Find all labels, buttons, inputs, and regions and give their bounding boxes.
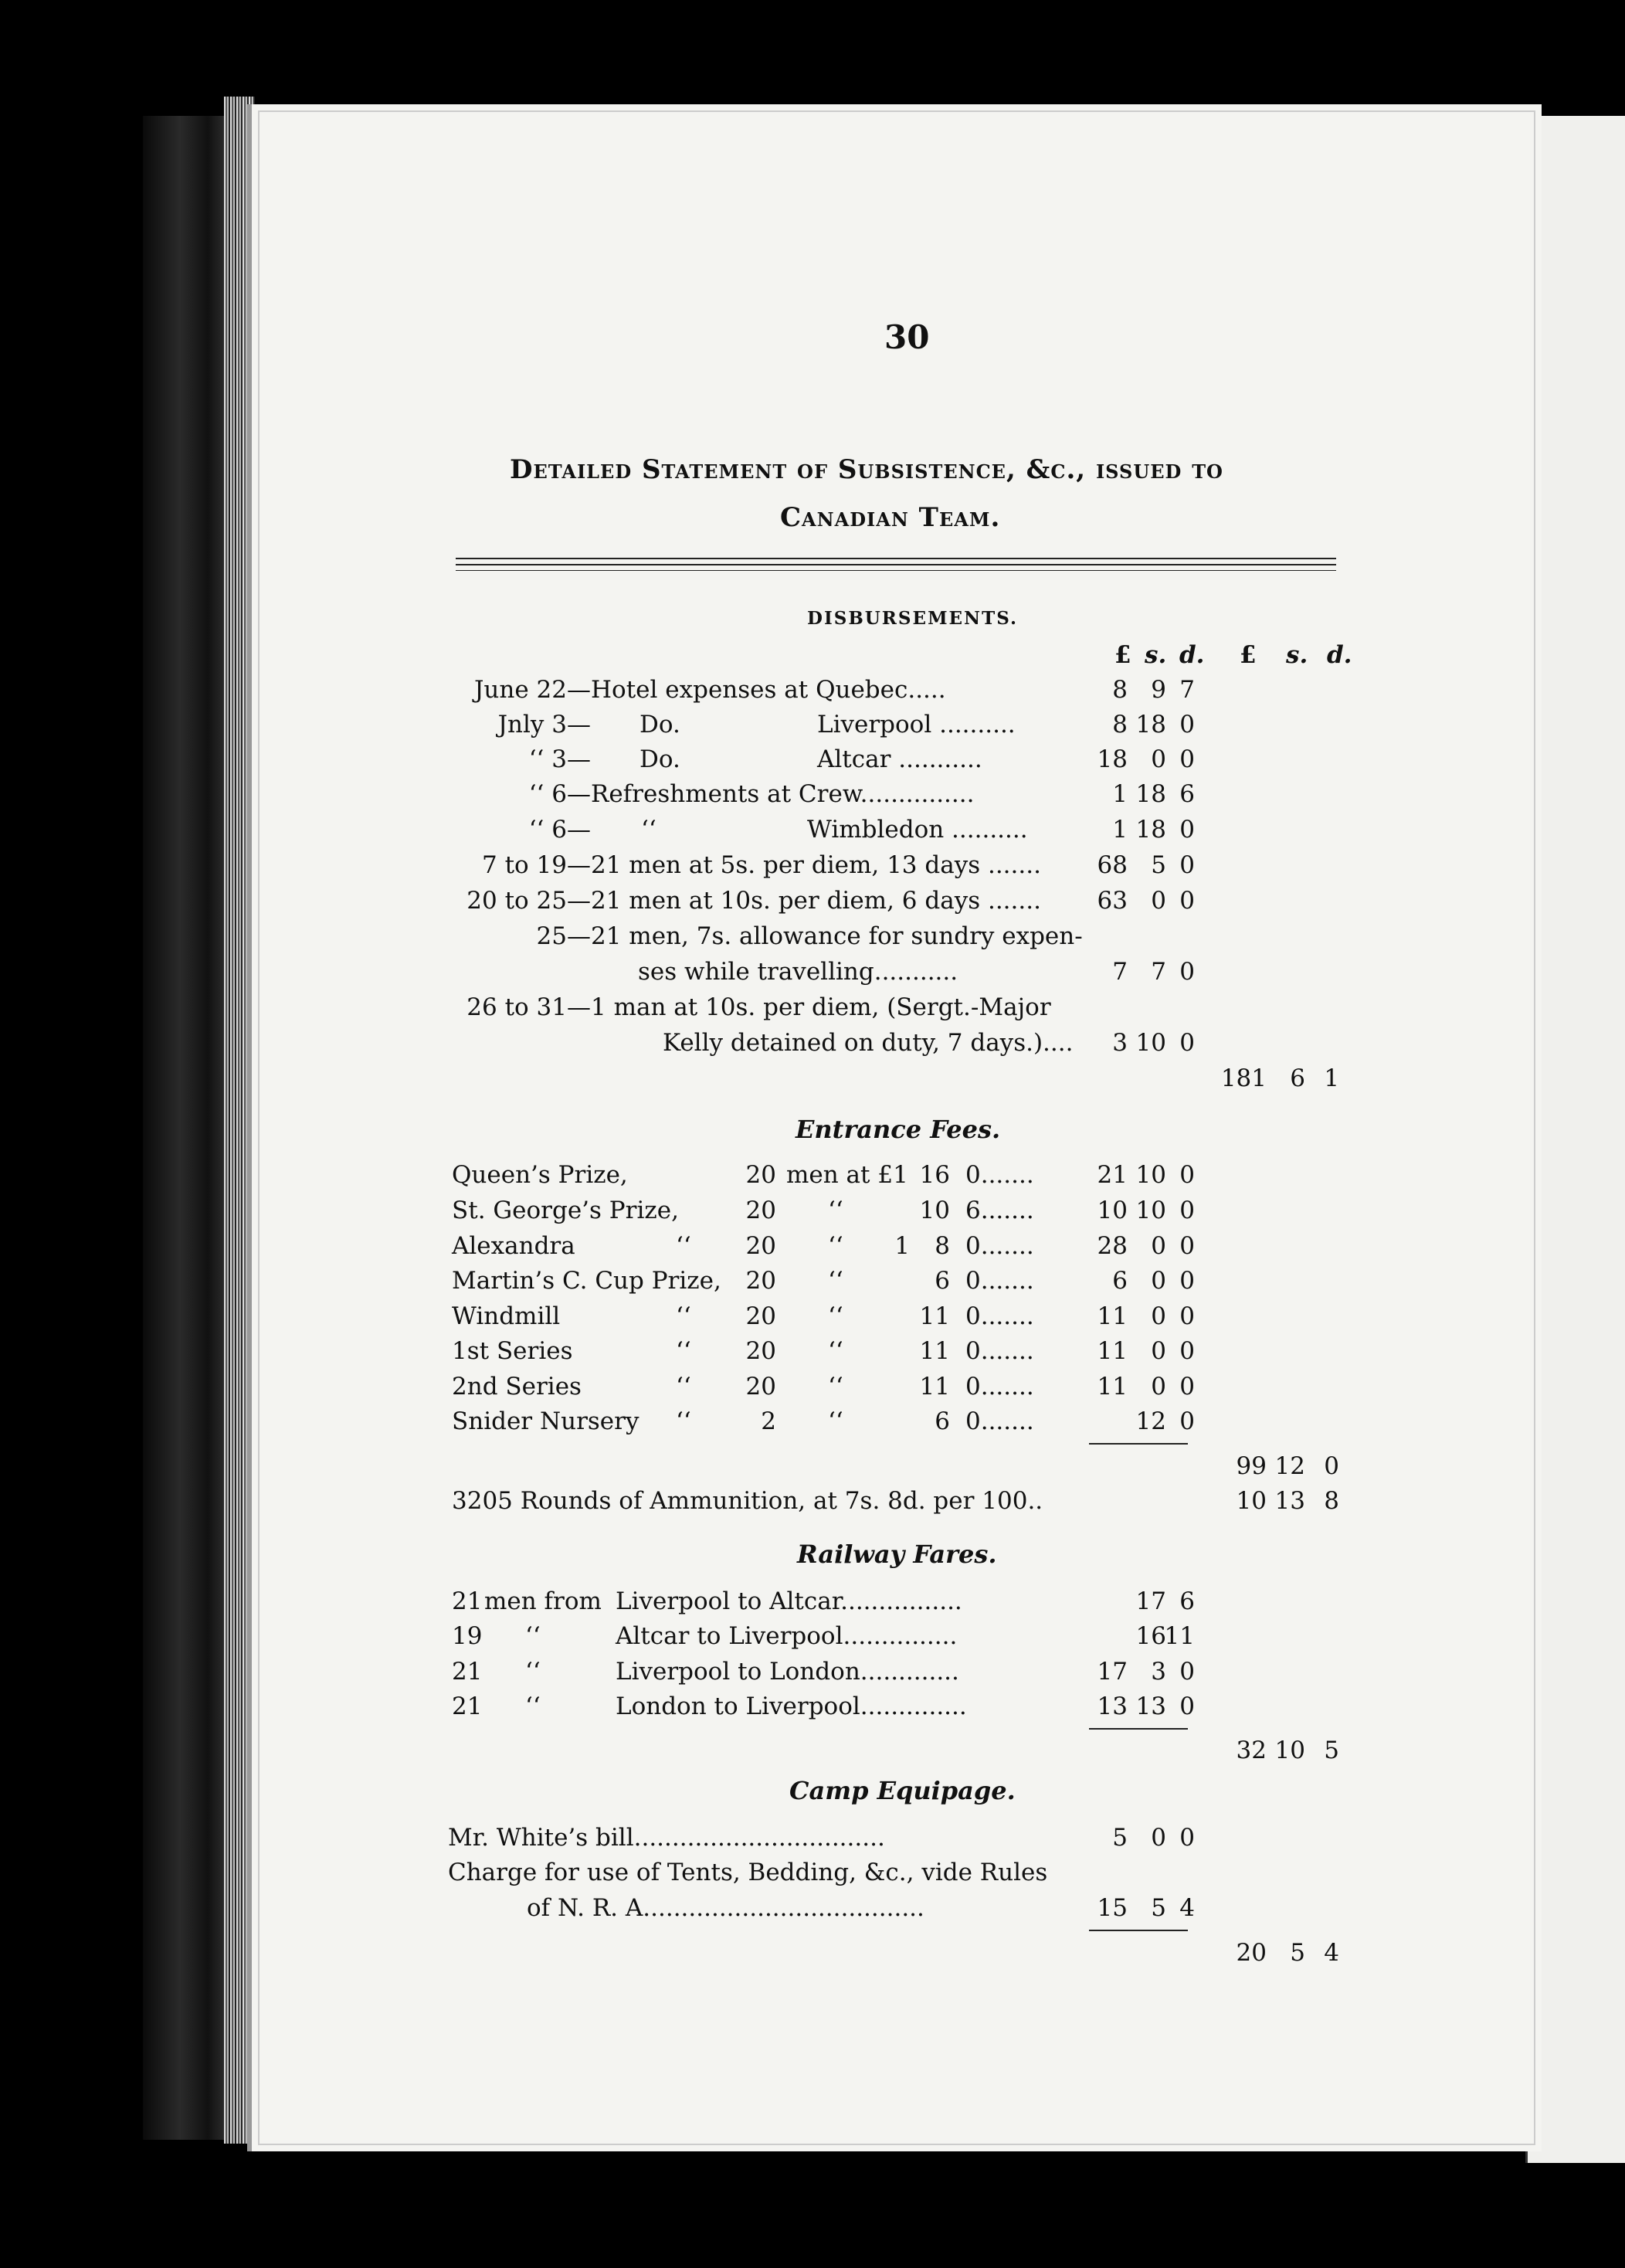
disbursement-desc: Kelly detained on duty, 7 days.).... [663, 1029, 1074, 1057]
disbursement-date: ‘‘ 3— [528, 745, 591, 773]
fee-entrants: 20 [745, 1232, 776, 1260]
fee-entrants: 20 [745, 1373, 776, 1401]
disbursement-desc: Hotel expenses at Quebec..... [591, 676, 946, 704]
railway-shillings: 3 [1151, 1658, 1166, 1686]
camp-heading: Camp Equipage. [789, 1776, 1016, 1805]
fee-rate-shillings: 11 [919, 1337, 950, 1365]
camp-pounds: 5 [1112, 1824, 1128, 1852]
fee-pence: 0 [1179, 1373, 1195, 1401]
fee-name: Windmill [452, 1302, 561, 1330]
fee-rate-shillings: 10 [919, 1197, 950, 1224]
fee-pounds: 21 [1097, 1161, 1128, 1189]
fee-rate-pence: 0....... [965, 1161, 1034, 1189]
fee-name: Snider Nursery [452, 1407, 639, 1435]
fee-name: 1st Series [452, 1337, 573, 1365]
fee-shillings: 10 [1135, 1197, 1166, 1224]
fee-ditto: ‘‘ [676, 1407, 691, 1435]
fee-rate-shillings: 6 [935, 1267, 950, 1295]
page-number: 30 [884, 318, 930, 356]
railway-total-shillings: 10 [1274, 1737, 1305, 1764]
fee-rate-pence: 0....... [965, 1267, 1034, 1295]
fee-pounds: 10 [1097, 1197, 1128, 1224]
fee-entrants: 20 [745, 1161, 776, 1189]
disbursement-pounds: 68 [1097, 851, 1128, 879]
fees-total-shillings: 12 [1274, 1452, 1305, 1480]
disbursement-desc: Do. [639, 711, 680, 738]
fee-entrants: 20 [745, 1302, 776, 1330]
camp-pence: 4 [1179, 1894, 1195, 1922]
disbursement-desc-place: Altcar ........... [817, 745, 982, 773]
disbursement-shillings: 18 [1135, 711, 1166, 738]
disbursement-desc: Refreshments at Crew............... [591, 780, 975, 808]
disbursement-pounds: 8 [1112, 676, 1128, 704]
fee-entrants: 20 [745, 1267, 776, 1295]
fee-rate-pence: 0....... [965, 1337, 1034, 1365]
fee-pence: 0 [1179, 1407, 1195, 1435]
disbursement-desc: 21 men, 7s. allowance for sundry expen- [591, 922, 1083, 950]
fee-shillings: 0 [1151, 1373, 1166, 1401]
disbursement-date: June 22— [473, 676, 591, 704]
disbursement-pounds: 7 [1112, 958, 1128, 986]
disbursement-desc: Do. [639, 745, 680, 773]
fee-ditto: ‘‘ [676, 1373, 691, 1401]
camp-desc: Charge for use of Tents, Bedding, &c., vide Rules [448, 1859, 1048, 1886]
disbursement-date: 26 to 31— [466, 993, 591, 1021]
fee-pounds: 11 [1097, 1373, 1128, 1401]
disbursements-total-pounds: 181 [1220, 1064, 1267, 1092]
camp-pence: 0 [1179, 1824, 1195, 1852]
fee-rate-shillings: 6 [935, 1407, 950, 1435]
railway-shillings: 16 [1135, 1622, 1166, 1650]
disbursement-shillings: 18 [1135, 780, 1166, 808]
fee-shillings: 10 [1135, 1161, 1166, 1189]
page-title: Detailed Statement of Subsistence, &c., issued to [510, 454, 1223, 485]
ammunition-pence: 8 [1324, 1487, 1339, 1515]
disbursements-total-shillings: 6 [1290, 1064, 1305, 1092]
currency-header-cell: £ [1240, 641, 1257, 669]
fee-rate-label: men at £1 [786, 1161, 908, 1189]
disbursement-date: ‘‘ 6— [528, 816, 591, 844]
disbursement-desc: ‘‘ [641, 816, 656, 844]
railway-pence: 11 [1164, 1622, 1195, 1650]
currency-header-cell: £ [1114, 641, 1131, 669]
railway-qualifier: ‘‘ [525, 1658, 541, 1686]
railway-count: 19 [452, 1622, 483, 1650]
camp-pounds: 15 [1097, 1894, 1128, 1922]
railway-pounds: 17 [1097, 1658, 1128, 1686]
fee-entrants: 20 [745, 1337, 776, 1365]
fee-rate-pence: 0....... [965, 1302, 1034, 1330]
fee-pounds: 6 [1112, 1267, 1128, 1295]
book-spine [143, 116, 236, 2140]
disbursement-pounds: 1 [1112, 780, 1128, 808]
fee-rate-pence: 6....... [965, 1197, 1034, 1224]
fee-ditto-mark: ‘‘ [828, 1267, 843, 1295]
fee-pounds: 28 [1097, 1232, 1128, 1260]
fee-shillings: 0 [1151, 1302, 1166, 1330]
fee-ditto: ‘‘ [676, 1337, 691, 1365]
camp-total-pounds: 20 [1236, 1939, 1267, 1967]
fee-shillings: 0 [1151, 1232, 1166, 1260]
railway-total-pounds: 32 [1236, 1737, 1267, 1764]
railway-qualifier: ‘‘ [525, 1693, 541, 1720]
fee-entrants: 2 [761, 1407, 776, 1435]
disbursement-pounds: 8 [1112, 711, 1128, 738]
fee-ditto-mark: ‘‘ [828, 1197, 843, 1224]
fee-rate-pounds: 1 [894, 1232, 910, 1260]
railway-subtotal-rule [1089, 1728, 1188, 1730]
disbursement-pence: 0 [1179, 1029, 1195, 1057]
disbursement-pounds: 63 [1097, 887, 1128, 915]
disbursement-pounds: 18 [1097, 745, 1128, 773]
fee-rate-pence: 0....... [965, 1407, 1034, 1435]
disbursement-shillings: 0 [1151, 745, 1166, 773]
fees-subtotal-rule [1089, 1443, 1188, 1445]
railway-pence: 0 [1179, 1693, 1195, 1720]
section-heading: DISBURSEMENTS. [807, 608, 1018, 629]
fees-total-pence: 0 [1324, 1452, 1339, 1480]
disbursement-pounds: 3 [1112, 1029, 1128, 1057]
railway-pounds: 13 [1097, 1693, 1128, 1720]
disbursement-desc: 21 men at 5s. per diem, 13 days ....... [591, 851, 1041, 879]
fees-total-pounds: 99 [1236, 1452, 1267, 1480]
disbursement-pounds: 1 [1112, 816, 1128, 844]
camp-desc: Mr. White’s bill................................. [448, 1824, 885, 1852]
fee-name: Alexandra [452, 1232, 575, 1260]
fee-ditto-mark: ‘‘ [828, 1302, 843, 1330]
disbursement-desc: ses while travelling........... [638, 958, 958, 986]
ammunition-desc: 3205 Rounds of Ammunition, at 7s. 8d. per 100.. [452, 1487, 1043, 1515]
fee-pence: 0 [1179, 1232, 1195, 1260]
railway-route: Altcar to Liverpool............... [616, 1622, 958, 1650]
railway-qualifier: men from [484, 1587, 602, 1615]
camp-desc: of N. R. A..................................... [527, 1894, 924, 1922]
fee-rate-shillings: 8 [935, 1232, 950, 1260]
currency-header-cell: s. [1286, 641, 1308, 669]
fee-rate-pence: 0....... [965, 1373, 1034, 1401]
fee-pence: 0 [1179, 1267, 1195, 1295]
disbursement-pence: 7 [1179, 676, 1195, 704]
camp-shillings: 5 [1151, 1894, 1166, 1922]
disbursement-date: ‘‘ 6— [528, 780, 591, 808]
railway-pence: 6 [1179, 1587, 1195, 1615]
fee-name: St. George’s Prize, [452, 1197, 679, 1224]
railway-route: Liverpool to Altcar................ [616, 1587, 962, 1615]
title-rule-third [456, 570, 1336, 571]
disbursement-shillings: 7 [1151, 958, 1166, 986]
page-subtitle: Canadian Team. [780, 502, 1001, 533]
fee-pence: 0 [1179, 1302, 1195, 1330]
fee-pounds: 11 [1097, 1302, 1128, 1330]
currency-header-cell: d. [1327, 641, 1352, 669]
disbursement-desc-place: Liverpool .......... [817, 711, 1016, 738]
railway-shillings: 13 [1135, 1693, 1166, 1720]
disbursement-date: 20 to 25— [466, 887, 591, 915]
fee-pounds: 11 [1097, 1337, 1128, 1365]
disbursement-pence: 0 [1179, 887, 1195, 915]
fee-name: Queen’s Prize, [452, 1161, 628, 1189]
disbursement-shillings: 10 [1135, 1029, 1166, 1057]
disbursement-desc: 21 men at 10s. per diem, 6 days ....... [591, 887, 1041, 915]
railway-route: London to Liverpool.............. [616, 1693, 967, 1720]
disbursement-pence: 0 [1179, 851, 1195, 879]
disbursement-shillings: 9 [1151, 676, 1166, 704]
ammunition-shillings: 13 [1274, 1487, 1305, 1515]
disbursement-shillings: 0 [1151, 887, 1166, 915]
fee-pence: 0 [1179, 1337, 1195, 1365]
camp-shillings: 0 [1151, 1824, 1166, 1852]
railway-count: 21 [452, 1658, 483, 1686]
disbursement-desc: 1 man at 10s. per diem, (Sergt.-Major [591, 993, 1051, 1021]
title-rule-top [456, 558, 1336, 559]
disbursement-shillings: 18 [1135, 816, 1166, 844]
camp-total-pence: 4 [1324, 1939, 1339, 1967]
camp-subtotal-rule [1089, 1930, 1188, 1931]
camp-total-shillings: 5 [1290, 1939, 1305, 1967]
fee-rate-shillings: 16 [919, 1161, 950, 1189]
railway-pence: 0 [1179, 1658, 1195, 1686]
fee-shillings: 0 [1151, 1337, 1166, 1365]
fee-ditto-mark: ‘‘ [828, 1373, 843, 1401]
fee-ditto-mark: ‘‘ [828, 1407, 843, 1435]
fee-rate-shillings: 11 [919, 1302, 950, 1330]
disbursement-pence: 0 [1179, 816, 1195, 844]
fee-shillings: 12 [1135, 1407, 1166, 1435]
fee-ditto-mark: ‘‘ [828, 1232, 843, 1260]
fee-ditto: ‘‘ [676, 1302, 691, 1330]
railway-count: 21 [452, 1693, 483, 1720]
entrance-fees-heading: Entrance Fees. [796, 1115, 1001, 1144]
fee-ditto: ‘‘ [676, 1232, 691, 1260]
railway-shillings: 17 [1135, 1587, 1166, 1615]
disbursement-shillings: 5 [1151, 851, 1166, 879]
currency-header-cell: s. [1145, 641, 1167, 669]
ammunition-pounds: 10 [1236, 1487, 1267, 1515]
title-rule-bottom [456, 564, 1336, 565]
disbursement-date: 25— [536, 922, 591, 950]
railway-total-pence: 5 [1324, 1737, 1339, 1764]
fee-name: 2nd Series [452, 1373, 582, 1401]
fee-rate-pence: 0....... [965, 1232, 1034, 1260]
fee-entrants: 20 [745, 1197, 776, 1224]
currency-header-cell: d. [1179, 641, 1205, 669]
disbursement-desc-place: Wimbledon .......... [807, 816, 1028, 844]
fee-pence: 0 [1179, 1197, 1195, 1224]
railway-count: 21 [452, 1587, 483, 1615]
disbursement-pence: 0 [1179, 958, 1195, 986]
fee-ditto-mark: ‘‘ [828, 1337, 843, 1365]
fee-rate-shillings: 11 [919, 1373, 950, 1401]
railway-route: Liverpool to London............. [616, 1658, 959, 1686]
fee-pence: 0 [1179, 1161, 1195, 1189]
disbursement-pence: 0 [1179, 745, 1195, 773]
disbursement-date: 7 to 19— [482, 851, 591, 879]
disbursement-pence: 6 [1179, 780, 1195, 808]
disbursements-total-pence: 1 [1324, 1064, 1339, 1092]
fee-shillings: 0 [1151, 1267, 1166, 1295]
fee-name: Martin’s C. Cup Prize, [452, 1267, 721, 1295]
railway-qualifier: ‘‘ [525, 1622, 541, 1650]
railway-heading: Railway Fares. [797, 1540, 997, 1569]
disbursement-date: Jnly 3— [497, 711, 591, 738]
disbursement-pence: 0 [1179, 711, 1195, 738]
